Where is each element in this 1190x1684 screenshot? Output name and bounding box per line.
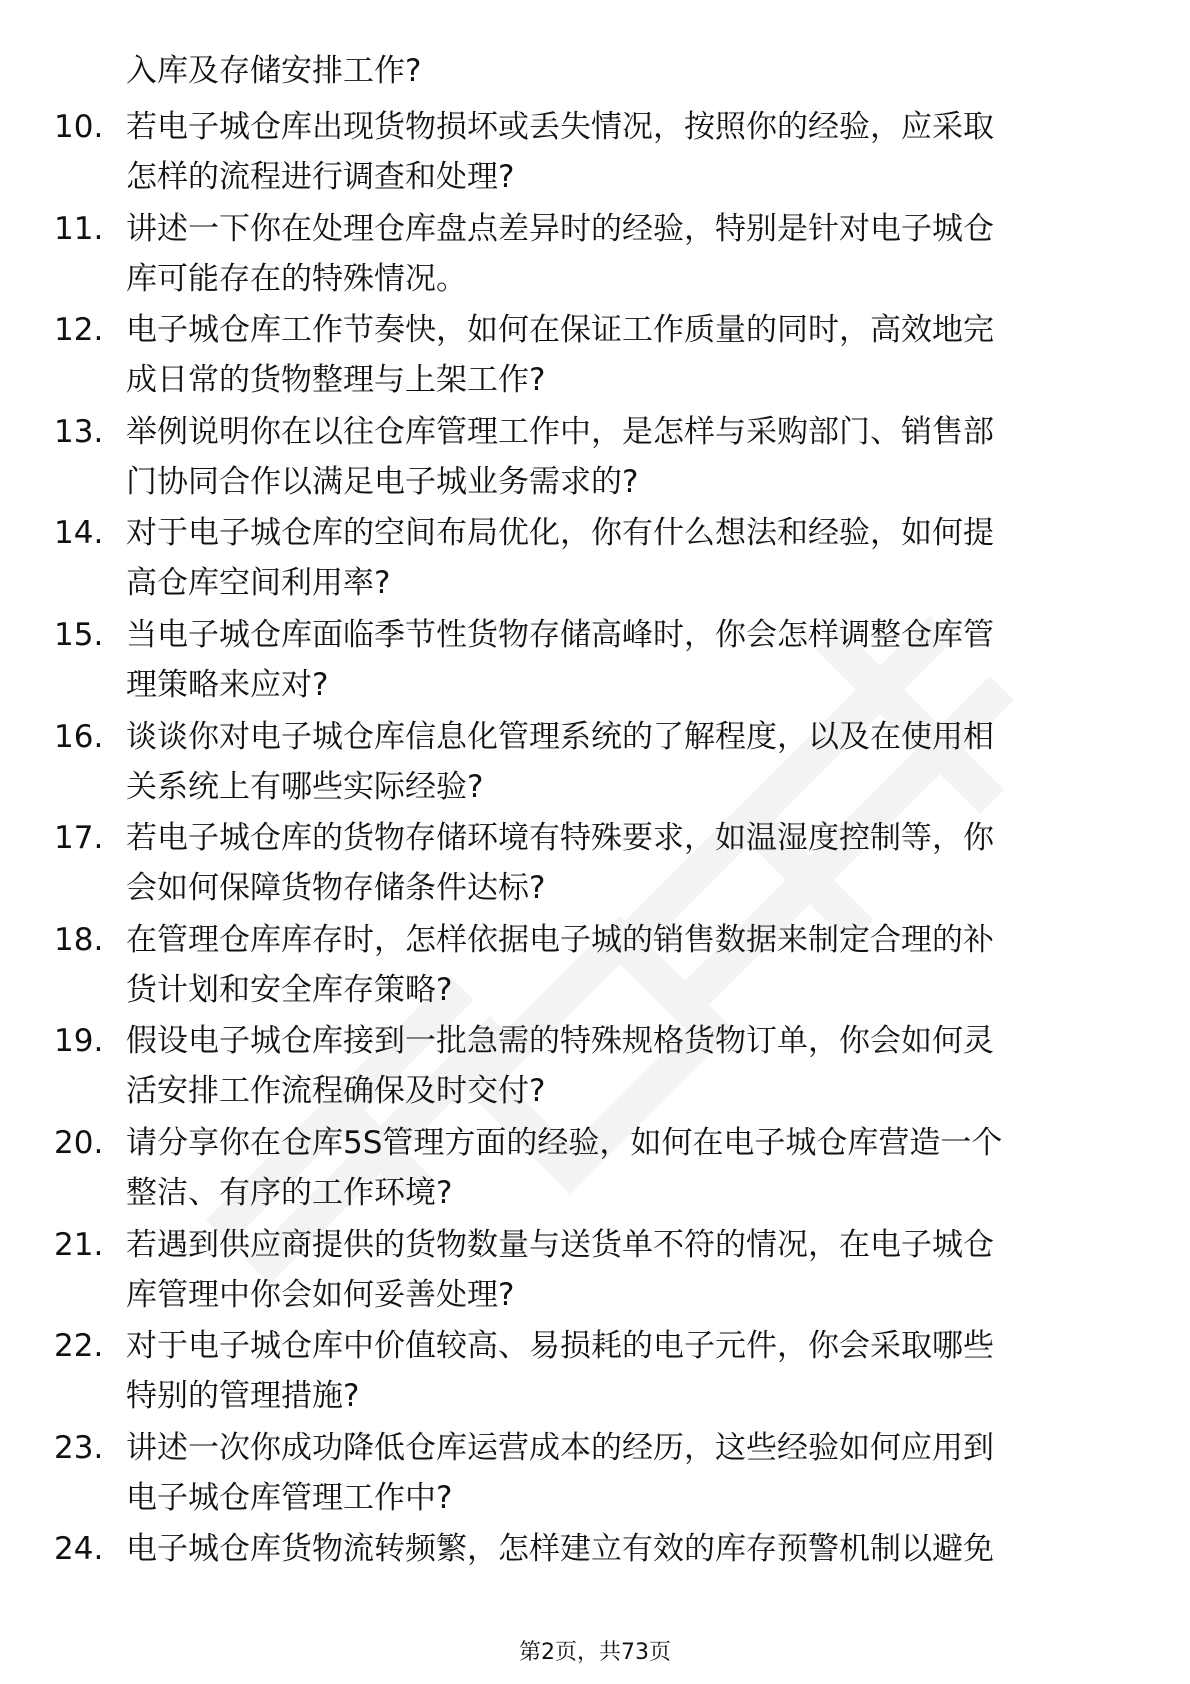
question-text-line: 关系统上有哪些实际经验? (126, 768, 484, 805)
question-text-line: 理策略来应对? (126, 666, 329, 703)
question-text-line: 电子城仓库货物流转频繁，怎样建立有效的库存预警机制以避免 (126, 1531, 994, 1568)
list-item (0, 909, 1190, 1009)
page-number-footer: 第2页，共73页 (519, 1640, 671, 1665)
question-number: 18. (54, 921, 104, 958)
question-text-line: 假设电子城仓库接到一批急需的特殊规格货物订单，你会如何灵 (126, 1023, 994, 1060)
question-number: 19. (54, 1023, 104, 1060)
question-text-line: 若电子城仓库出现货物损坏或丢失情况，按照你的经验，应采取 (126, 109, 994, 145)
list-item (0, 1010, 1190, 1110)
list-item (0, 401, 1190, 501)
question-text-line: 讲述一下你在处理仓库盘点差异时的经验，特别是针对电子城仓 (126, 210, 994, 247)
question-text-line: 请分享你在仓库5S管理方面的经验，如何在电子城仓库营造一个 (126, 1124, 1003, 1161)
list-item (0, 96, 1190, 196)
list-item (0, 198, 1190, 298)
question-text-line: 货计划和安全库存策略? (126, 971, 453, 1008)
question-text-line: 会如何保障货物存储条件达标? (126, 870, 546, 907)
list-item (0, 299, 1190, 399)
question-number: 11. (54, 210, 104, 247)
question-number: 17. (54, 820, 104, 857)
question-text-line: 电子城仓库工作节奏快，如何在保证工作质量的同时，高效地完 (126, 312, 994, 349)
list-item (0, 1112, 1190, 1212)
question-number: 22. (54, 1328, 104, 1365)
question-text-line: 举例说明你在以往仓库管理工作中，是怎样与采购部门、销售部 (126, 413, 994, 450)
question-list (0, 96, 1190, 1620)
question-text-line: 整洁、有序的工作环境? (126, 1174, 453, 1211)
question-text-line: 门协同合作以满足电子城业务需求的? (126, 463, 639, 500)
question-number: 15. (54, 616, 104, 653)
question-continuation-text: 入库及存储安排工作? (126, 53, 422, 89)
question-text-line: 讲述一次你成功降低仓库运营成本的经历，这些经验如何应用到 (126, 1429, 994, 1466)
question-text-line: 库可能存在的特殊情况。 (126, 260, 467, 297)
list-item (0, 706, 1190, 806)
list-item (0, 1417, 1190, 1517)
question-text-line: 怎样的流程进行调查和处理? (126, 159, 515, 195)
question-number: 14. (54, 515, 104, 552)
list-item (0, 1315, 1190, 1415)
question-text-line: 库管理中你会如何妥善处理? (126, 1276, 515, 1313)
question-number: 20. (54, 1124, 104, 1161)
question-text-line: 若电子城仓库的货物存储环境有特殊要求，如温湿度控制等，你 (126, 820, 994, 857)
question-text-line: 对于电子城仓库的空间布局优化，你有什么想法和经验，如何提 (126, 515, 994, 552)
question-number: 16. (54, 718, 104, 755)
question-number: 21. (54, 1226, 104, 1263)
list-item (0, 1518, 1190, 1618)
question-text-line: 对于电子城仓库中价值较高、易损耗的电子元件，你会采取哪些 (126, 1328, 994, 1365)
question-text-line: 特别的管理措施? (126, 1378, 360, 1415)
list-item (0, 502, 1190, 602)
question-number: 23. (54, 1429, 104, 1466)
question-text-line: 在管理仓库库存时，怎样依据电子城的销售数据来制定合理的补 (126, 921, 994, 958)
question-number: 10. (54, 109, 104, 145)
question-text-line: 活安排工作流程确保及时交付? (126, 1073, 546, 1110)
question-number: 13. (54, 413, 104, 450)
question-text-line: 电子城仓库管理工作中? (126, 1479, 453, 1516)
question-text-line: 当电子城仓库面临季节性货物存储高峰时，你会怎样调整仓库管 (126, 616, 994, 653)
question-text-line: 高仓库空间利用率? (126, 565, 391, 602)
list-item (0, 604, 1190, 704)
question-text-line: 若遇到供应商提供的货物数量与送货单不符的情况，在电子城仓 (126, 1226, 994, 1263)
question-text-line: 谈谈你对电子城仓库信息化管理系统的了解程度，以及在使用相 (126, 718, 994, 755)
question-text-line: 成日常的货物整理与上架工作? (126, 362, 546, 399)
list-item (0, 1214, 1190, 1314)
list-item (0, 807, 1190, 907)
question-number: 24. (54, 1531, 104, 1568)
question-number: 12. (54, 312, 104, 349)
